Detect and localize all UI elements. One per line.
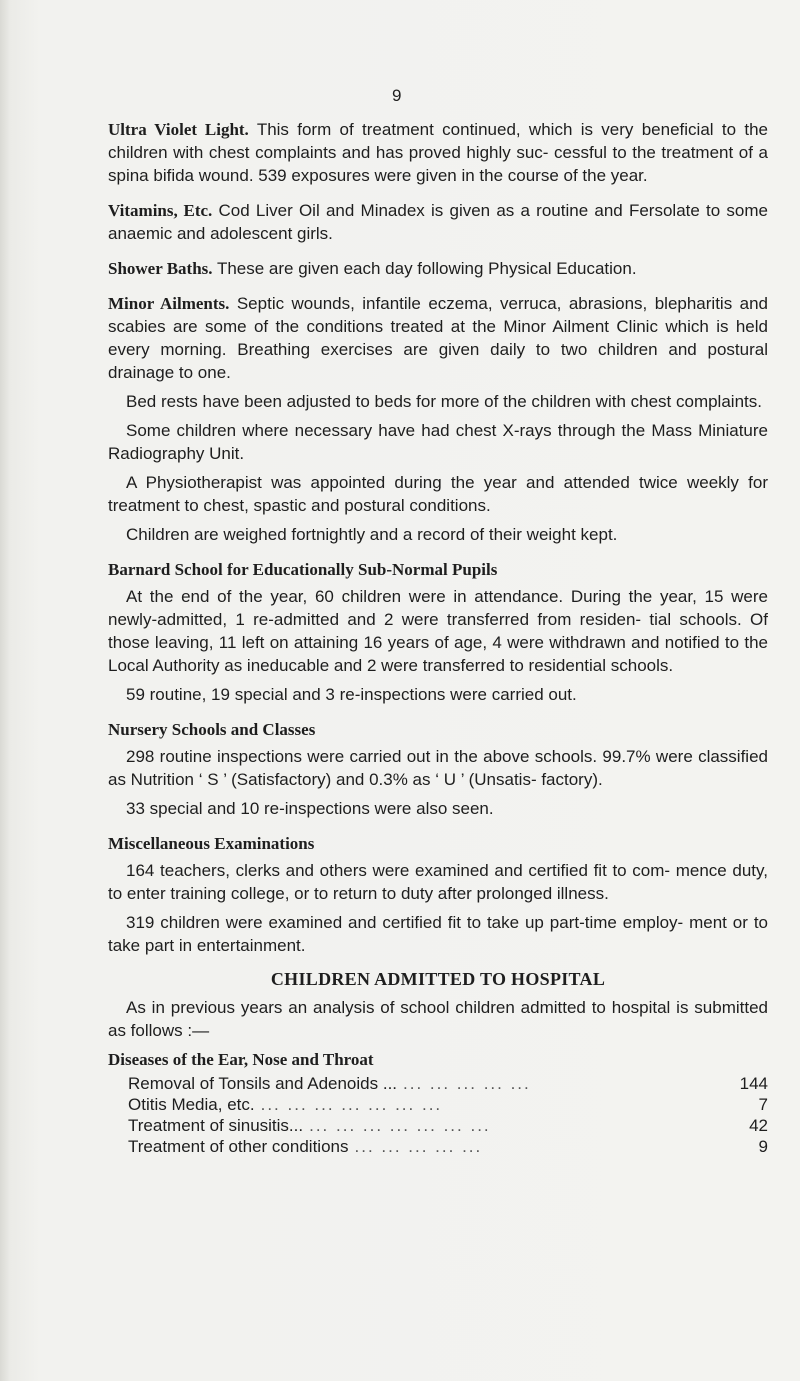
- paragraph-hospital-intro: As in previous years an analysis of school children admitted to hospital is submitted as follows :—: [108, 998, 768, 1040]
- table-row: [128, 1136, 768, 1157]
- text-minor-ailments: Septic wounds, infantile eczema, verruca, abrasions, blepharitis and scabies are some of the conditions treated at the Minor Ailment Clinic which is held every morning. Breathing exercises are given daily to two children and postural drainage to one.: [108, 294, 769, 382]
- row-leader-dots: ... ... ... ... ...: [354, 1137, 483, 1156]
- row-value: 42: [749, 1116, 768, 1135]
- text-ultra-violet: This form of treatment continued, which is very beneficial to the children with chest complaints and has proved highly suc- cessful to the treatment of a spina bifida wound. 539 exposures were given in the course of the year.: [108, 120, 768, 185]
- paragraph-bed-rests: Bed rests have been adjusted to beds for more of the children with chest complaints.: [126, 392, 762, 411]
- heading-minor-ailments: Minor Ailments.: [108, 294, 230, 313]
- heading-children-admitted: CHILDREN ADMITTED TO HOSPITAL: [270, 969, 606, 989]
- paragraph-nursery-inspections: 298 routine inspections were carried out in the above schools. 99.7% were classified as Nutrition ‘ S ’ (Satisfactory) and 0.3% as ‘ U ’ (Unsatis- factory).: [108, 747, 768, 789]
- row-label: Treatment of other conditions: [128, 1137, 349, 1156]
- paragraph-chest-xrays: Some children where necessary have had chest X-rays through the Mass Miniature Radiography Unit.: [108, 421, 768, 463]
- paragraph-barnard-inspections: 59 routine, 19 special and 3 re-inspections were carried out.: [126, 685, 577, 704]
- row-value: 9: [758, 1137, 768, 1156]
- row-leader-dots: ... ... ... ... ... ... ...: [309, 1116, 491, 1135]
- row-value: 144: [739, 1074, 768, 1093]
- paragraph-physiotherapist: A Physiotherapist was appointed during the year and attended twice weekly for treatment to chest, spastic and postural conditions.: [108, 473, 768, 515]
- heading-vitamins: Vitamins, Etc.: [108, 201, 213, 220]
- paragraph-barnard-attendance: At the end of the year, 60 children were in attendance. During the year, 15 were newly-admitted, 1 re-admitted and 2 were transferred from residen- tial schools. Of those leaving, 11 left on attaining 16 years of age, 4 were withdrawn and notified to the Local Authority as ineducable and 2 were transferred to residential schools.: [108, 587, 768, 675]
- row-leader-dots: ... ... ... ... ...: [403, 1074, 531, 1093]
- paragraph-ultra-violet: [108, 118, 768, 187]
- table-row: [128, 1073, 768, 1094]
- document-body: [108, 118, 768, 1157]
- page-number: 9: [392, 86, 402, 105]
- heading-shower-baths: Shower Baths.: [108, 259, 213, 278]
- paragraph-nursery-special: 33 special and 10 re-inspections were also seen.: [126, 799, 494, 818]
- heading-ear-nose-throat: Diseases of the Ear, Nose and Throat: [108, 1050, 374, 1069]
- paragraph-minor-ailments: [108, 292, 768, 384]
- paragraph-weighed: Children are weighed fortnightly and a record of their weight kept.: [126, 525, 618, 544]
- heading-nursery-schools: Nursery Schools and Classes: [108, 720, 316, 739]
- row-value: 7: [758, 1095, 768, 1114]
- heading-misc-examinations: Miscellaneous Examinations: [108, 834, 315, 853]
- paragraph-misc-children: 319 children were examined and certified fit to take up part-time employ- ment or to take part in entertainment.: [108, 913, 768, 955]
- table-row: [128, 1115, 768, 1136]
- heading-barnard-school: Barnard School for Educationally Sub-Normal Pupils: [108, 560, 498, 579]
- row-leader-dots: ... ... ... ... ... ... ...: [260, 1095, 443, 1114]
- row-label: Otitis Media, etc.: [128, 1095, 255, 1114]
- hospital-table: [128, 1073, 768, 1157]
- heading-ultra-violet: Ultra Violet Light.: [108, 120, 249, 139]
- table-row: [128, 1094, 768, 1115]
- text-shower-baths: These are given each day following Physical Education.: [212, 259, 637, 278]
- paragraph-shower-baths: [108, 257, 768, 280]
- paragraph-misc-teachers: 164 teachers, clerks and others were examined and certified fit to com- mence duty, to enter training college, or to return to duty after prolonged illness.: [108, 861, 768, 903]
- row-label: Removal of Tonsils and Adenoids ...: [128, 1074, 398, 1093]
- text-vitamins: Cod Liver Oil and Minadex is given as a routine and Fersolate to some anaemic and adolescent girls.: [108, 201, 769, 243]
- row-label: Treatment of sinusitis...: [128, 1116, 304, 1135]
- paragraph-vitamins: [108, 199, 768, 245]
